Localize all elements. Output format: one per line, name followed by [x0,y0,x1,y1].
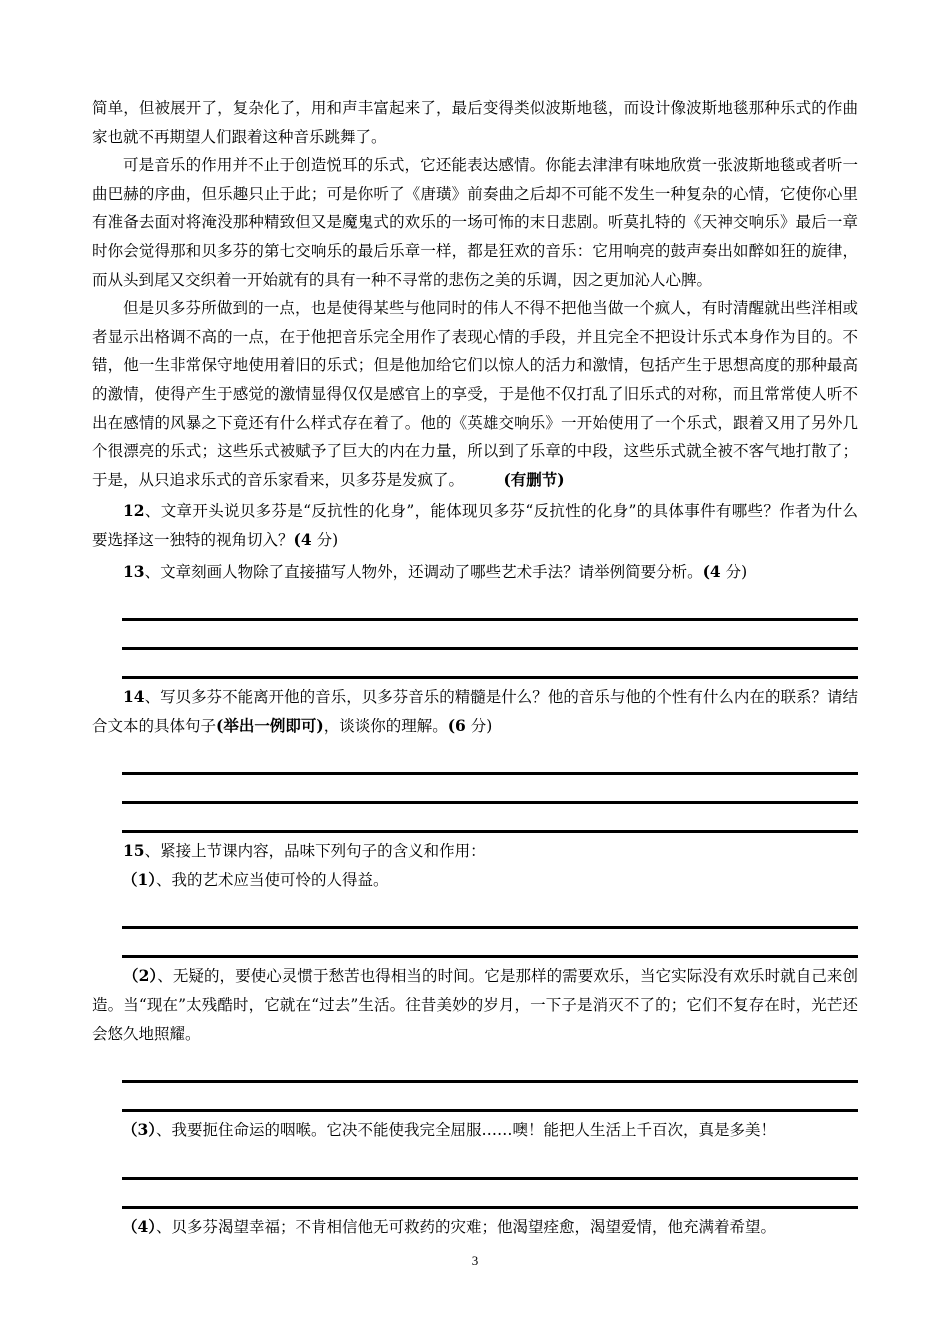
question-14-text-2: ，谈谈你的理解。 [323,716,448,735]
answer-area-15-3[interactable] [122,1151,858,1209]
question-14 [92,683,858,740]
question-13-unit: 分) [725,562,748,581]
item-1-text: 、我的艺术应当使可怜的人得益。 [156,870,389,889]
question-15-item-4 [92,1213,858,1242]
answer-line [122,621,858,650]
item-3-number: （3） [122,1120,157,1140]
question-15-item-1 [92,866,858,895]
question-14-text: 、写贝多芬不能离开他的音乐，贝多芬音乐的精髓是什么？他的音乐与他的个性有什么内在的联系？请结合文本的具体句子 [92,688,858,735]
item-4-number: （4） [122,1216,157,1236]
answer-line [122,900,858,929]
answer-line [122,592,858,621]
answer-line [122,650,858,679]
answer-line [122,1180,858,1209]
question-13-score: (4 [702,561,721,581]
question-12 [92,497,858,554]
question-13-number: 13 [123,561,145,581]
question-12-number: 12 [123,501,145,521]
question-12-unit: 分) [316,530,339,549]
item-2-text: 、无疑的，要使心灵惯于愁苦也得相当的时间。它是那样的需要欢乐，当它实际没有欢乐时就自己来创造。当“现在”太残酷时，它就在“过去”生活。往昔美妙的岁月，一下子是消灭不了的；它们不复存在时，光芒还会悠久地照耀。 [92,967,858,1043]
answer-area-15-1[interactable] [122,900,858,958]
passage-paragraph-2: 可是音乐的作用并不止于创造悦耳的乐式，它还能表达感情。你能去津津有味地欣赏一张波斯地毯或者听一曲巴赫的序曲，但乐趣只止于此；可是你听了《唐璜》前奏曲之后却不可能不发生一种复杂的心情，它使你心里有准备去面对将淹没那种精致但又是魔鬼式的欢乐的一场可怖的末日悲剧。听莫扎特的《天神交响乐》最后一章时你会觉得那和贝多芬的第七交响乐的最后乐章一样，都是狂欢的音乐：它用响亮的鼓声奏出如醉如狂的旋律，而从头到尾又交织着一开始就有的具有一种不寻常的悲伤之美的乐调，因之更加沁人心脾。 [92,156,858,289]
answer-line [122,804,858,833]
page-number: 3 [471,1253,479,1268]
item-4-text: 、贝多芬渴望幸福；不肯相信他无可救药的灾难；他渴望痊愈，渴望爱情，他充满着希望。 [156,1217,777,1236]
deletion-note: (有删节) [503,469,565,489]
answer-line [122,1151,858,1180]
question-14-unit: 分) [470,716,493,735]
question-14-score: (6 [447,715,466,735]
item-2-number: （2） [123,966,158,986]
question-15-item-3 [92,1116,858,1145]
question-15-item-2 [92,962,858,1048]
question-13 [92,558,858,587]
question-14-hint: (举出一例即可) [216,715,324,735]
answer-line [122,929,858,958]
item-1-number: （1） [122,869,157,889]
answer-area-13[interactable] [122,592,858,679]
question-14-number: 14 [123,687,145,707]
answer-line [122,1054,858,1083]
answer-line [122,775,858,804]
answer-area-14[interactable] [122,746,858,833]
document-page [92,94,858,1241]
item-3-text: 、我要扼住命运的咽喉。它决不能使我完全屈服……噢！能把人生活上千百次，真是多美！ [156,1121,777,1140]
passage-paragraph-1: 简单，但被展开了，复杂化了，用和声丰富起来了，最后变得类似波斯地毯，而设计像波斯地毯那种乐式的作曲家也就不再期望人们跟着这种音乐跳舞了。 [92,99,858,146]
answer-area-15-2[interactable] [122,1054,858,1112]
answer-line [122,1083,858,1112]
question-15-number: 15 [123,841,145,861]
question-12-text: 、文章开头说贝多芬是“反抗性的化身”，能体现贝多芬“反抗性的化身”的具体事件有哪些？作者为什么要选择这一独特的视角切入？ [92,502,858,549]
answer-line [122,746,858,775]
question-12-score: (4 [293,529,312,549]
passage-paragraph-3-text: 但是贝多芬所做到的一点，也是使得某些与他同时的伟人不得不把他当做一个疯人，有时清醒就出些洋相或者显示出格调不高的一点，在于他把音乐完全用作了表现心情的手段，并且完全不把设计乐式本身作为目的。不错，他一生非常保守地使用着旧的乐式；但是他加给它们以惊人的活力和激情，包括产生于思想高度的那种最高的激情，使得产生于感觉的激情显得仅仅是感官上的享受，于是他不仅打乱了旧乐式的对称，而且常常使人听不出在感情的风暴之下竟还有什么样式存在着了。他的《英雄交响乐》一开始使用了一个乐式，跟着又用了另外几个很漂亮的乐式；这些乐式被赋予了巨大的内在力量，所以到了乐章的中段，这些乐式就全被不客气地打散了；于是，从只追求乐式的音乐家看来，贝多芬是发疯了。 [92,299,858,489]
question-13-text: 、文章刻画人物除了直接描写人物外，还调动了哪些艺术手法？请举例简要分析。 [144,562,703,581]
question-15 [92,837,858,866]
question-15-text: 、紧接上节课内容，品味下列句子的含义和作用： [144,842,486,861]
passage-paragraph-3 [92,294,858,494]
